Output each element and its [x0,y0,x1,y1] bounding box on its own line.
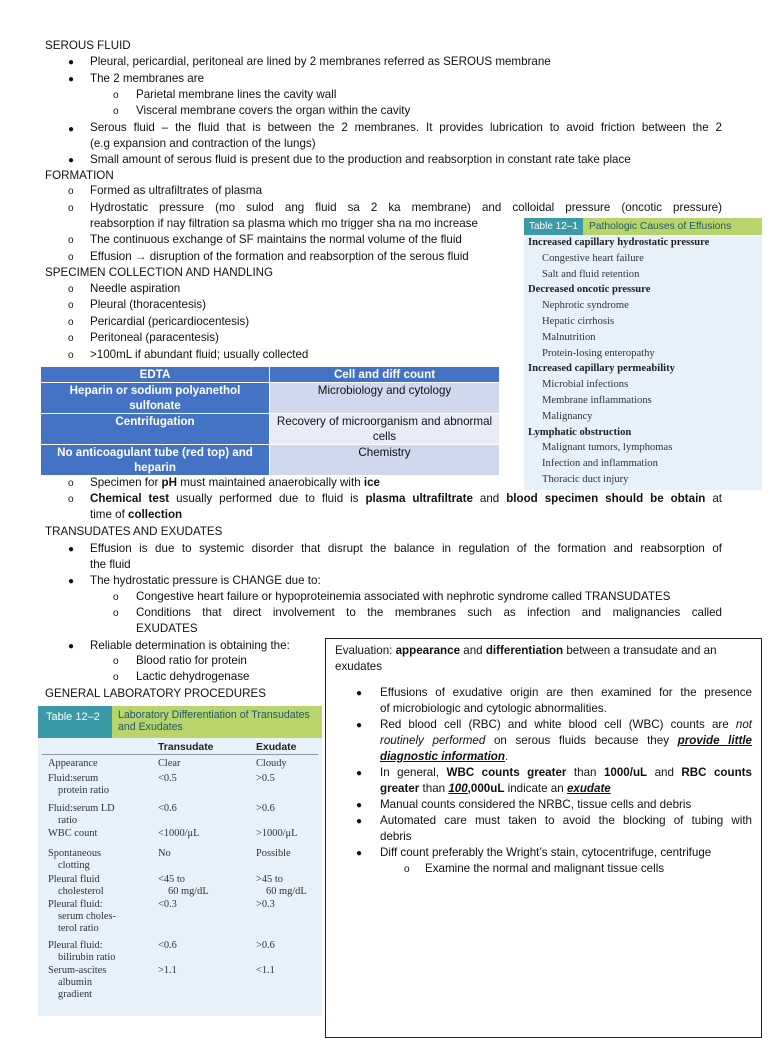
row-label: Fluid:serum [48,773,99,784]
transudate-value: <45 to [158,874,185,885]
table-title: Laboratory Differentiation of Transudates and Exudates [118,709,310,733]
cause-item: Membrane inflammations [542,394,652,406]
circle-bullet-icon: o [68,252,74,263]
evaluation-box [325,638,762,1038]
evaluation-item-5-line2: debris [380,830,412,843]
specimen-item-1: Needle aspiration [90,282,181,295]
circle-bullet-icon: o [68,284,74,295]
circle-bullet-icon: o [68,333,74,344]
evaluation-item-2-line2: routinely performed on serous fluids because they provide little [380,734,753,747]
circle-bullet-icon: o [113,656,119,667]
anticoagulant-table [40,366,500,476]
trans-sub-4: Lactic dehydrogenase [136,670,250,683]
section-heading-specimen: SPECIMEN COLLECTION AND HANDLING [45,266,274,279]
bullet-icon: ● [68,576,75,587]
circle-bullet-icon: o [68,478,74,489]
cause-item: Thoracic duct injury [542,473,629,485]
formation-item-3: The continuous exchange of SF maintains the normal volume of the fluid [90,233,462,246]
evaluation-item-6: Diff count preferably the Wright’s stain, cytocentrifuge, centrifuge [380,846,712,859]
serous-sub-1: Parietal membrane lines the cavity wall [136,88,337,101]
row-label: Pleural fluid: [48,940,103,951]
table-header: Cell and diff count [270,367,500,383]
bullet-icon: ● [356,720,363,731]
table-12-2-figure [38,706,322,1016]
bullet-icon: ● [68,74,75,85]
section-heading-serous-fluid: SEROUS FLUID [45,39,131,52]
table-cell: Recovery of microorganism and abnormal cells [270,414,500,445]
column-header-transudate: Transudate [158,742,214,753]
trans-bullet-1-line1: Effusion is due to systemic disorder that disrupt the balance in regulation of the formation and reabsorption of [90,542,722,555]
evaluation-item-3-line2: greater than 100,000uL indicate an exudate [380,782,611,795]
cause-item: Microbial infections [542,379,629,391]
row-label: cholesterol [58,886,104,897]
cause-item: Salt and fluid retention [542,268,640,280]
cause-item: Malignancy [542,410,593,422]
transudate-value: <0.6 [158,940,177,951]
circle-bullet-icon: o [68,317,74,328]
circle-bullet-icon: o [68,350,74,361]
transudate-value: <0.6 [158,803,177,814]
row-label: protein ratio [58,785,110,796]
bullet-icon: ● [356,816,363,827]
bullet-icon: ● [68,57,75,68]
circle-bullet-icon: o [404,864,410,875]
circle-bullet-icon: o [68,186,74,197]
specimen-item-5: >100mL if abundant fluid; usually collected [90,348,309,361]
bullet-icon: ● [68,155,75,166]
row-label: serum choles- [58,911,116,922]
circle-bullet-icon: o [113,608,119,619]
formation-item-2-line2: reabsorption if nay filtration sa plasma which mo trigger sha na mo increase [90,217,478,230]
cause-category: Increased capillary hydrostatic pressure [528,237,710,248]
row-label: Spontaneous [48,848,102,859]
row-label: terol ratio [58,923,99,934]
table-cell: Heparin or sodium polyanethol sulfonate [41,383,270,414]
row-label: bilirubin ratio [58,952,116,963]
trans-bullet-1-line2: the fluid [90,558,131,571]
row-label: WBC count [48,828,98,839]
table-number: Table 12–1 [524,218,583,235]
table-cell: Chemistry [270,445,500,476]
circle-bullet-icon: o [113,592,119,603]
specimen-item-3: Pericardial (pericardiocentesis) [90,315,250,328]
table-12-1-header [524,218,762,235]
cause-item: Protein-losing enteropathy [542,347,655,359]
cause-item: Infection and inflammation [542,458,658,470]
circle-bullet-icon: o [68,203,74,214]
table-title: Pathologic Causes of Effusions [588,220,732,232]
cause-category: Lymphatic obstruction [528,426,632,438]
circle-bullet-icon: o [68,494,74,505]
row-label: Pleural fluid [48,874,100,885]
bullet-icon: ● [68,124,75,135]
bullet-icon: ● [356,768,363,779]
section-heading-general-lab: GENERAL LABORATORY PROCEDURES [45,687,266,700]
cause-item: Malnutrition [542,331,596,343]
bullet-icon: ● [68,641,75,652]
formation-item-4: Effusion → disruption of the formation and reabsorption of the serous fluid [90,250,469,263]
evaluation-item-5-line1: Automated care must taken to avoid the blocking of tubing with [380,814,752,827]
row-label: Appearance [48,758,98,769]
column-header-exudate: Exudate [256,742,297,753]
evaluation-item-1-line2: of microbiologic and cytologic abnormalities. [380,702,607,715]
trans-sub-2-line2: EXUDATES [136,622,198,635]
evaluation-item-1-line1: Effusions of exudative origin are then examined for the presence [380,686,752,699]
table-cell: Microbiology and cytology [270,383,500,414]
row-label: Pleural fluid: [48,899,103,910]
cause-category: Decreased oncotic pressure [528,284,651,296]
serous-bullet-1: Pleural, pericardial, peritoneal are lined by 2 membranes referred as SEROUS membrane [90,55,551,68]
row-label: albumin [58,977,93,988]
bullet-icon: ● [356,800,363,811]
cause-item: Congestive heart failure [542,252,644,264]
evaluation-intro-line2: exudates [335,660,383,673]
row-label: gradient [58,989,93,1000]
circle-bullet-icon: o [113,90,119,101]
bullet-icon: ● [356,688,363,699]
exudate-value: Possible [256,848,291,859]
serous-bullet-2: The 2 membranes are [90,72,205,85]
specimen-ph-note: Specimen for pH must maintained anaerobically with ice [90,476,381,489]
trans-bullet-3: Reliable determination is obtaining the: [90,639,290,652]
exudate-value: >1000/μL [256,828,298,839]
circle-bullet-icon: o [68,235,74,246]
cause-item: Malignant tumors, lymphomas [542,442,673,454]
serous-bullet-4: Small amount of serous fluid is present due to the production and reabsorption in constant rate take place [90,153,631,166]
serous-bullet-3-line2: (e.g expansion and contraction of the lungs) [90,137,316,150]
transudate-value: No [158,848,171,859]
transudate-value: <1000/μL [158,828,200,839]
table-12-2-header [38,706,322,738]
exudate-value: Cloudy [256,758,287,769]
cause-item: Nephrotic syndrome [542,300,629,312]
row-label: Fluid:serum LD [48,803,115,814]
exudate-value: >0.6 [256,940,275,951]
formation-item-2-line1: Hydrostatic pressure (mo sulod ang fluid sa 2 ka membrane) and colloidal pressure (oncotic pressure) [90,201,722,214]
specimen-chem-note-line2: time of collection [90,508,183,521]
evaluation-item-2-line3: diagnostic information. [380,750,509,763]
transudate-value: 60 mg/dL [168,886,209,897]
exudate-value: 60 mg/dL [266,886,307,897]
bullet-icon: ● [68,544,75,555]
trans-bullet-2: The hydrostatic pressure is CHANGE due to: [90,574,321,587]
circle-bullet-icon: o [113,106,119,117]
serous-sub-2: Visceral membrane covers the organ within the cavity [136,104,411,117]
row-label: clotting [58,860,90,871]
exudate-value: >0.5 [256,773,275,784]
specimen-item-2: Pleural (thoracentesis) [90,298,206,311]
transudate-value: >1.1 [158,965,177,976]
evaluation-sub-1: Examine the normal and malignant tissue cells [425,862,665,875]
exudate-value: <1.1 [256,965,275,976]
transudate-value: <0.3 [158,899,177,910]
exudate-value: >0.6 [256,803,275,814]
evaluation-intro-line1: Evaluation: appearance and differentiation between a transudate and an [335,644,717,657]
section-heading-transudates: TRANSUDATES AND EXUDATES [45,525,223,538]
exudate-value: >45 to [256,874,283,885]
formation-item-1: Formed as ultrafiltrates of plasma [90,184,263,197]
trans-sub-1: Congestive heart failure or hypoproteinemia associated with nephrotic syndrome called TRANSUDATES [136,590,671,603]
evaluation-item-3-line1: In general, WBC counts greater than 1000/uL and RBC counts [380,766,752,779]
table-number: Table 12–2 [38,706,112,738]
serous-bullet-3-line1: Serous fluid – the fluid that is between the 2 membranes. It provides lubrication to avoid friction between the 2 [90,121,722,134]
transudate-value: Clear [158,758,181,769]
table-header: EDTA [41,367,270,383]
table-12-1-figure [524,218,762,490]
transudate-value: <0.5 [158,773,177,784]
specimen-item-4: Peritoneal (paracentesis) [90,331,219,344]
table-cell: Centrifugation [41,414,270,445]
evaluation-item-4: Manual counts considered the NRBC, tissue cells and debris [380,798,692,811]
trans-sub-3: Blood ratio for protein [136,654,247,667]
circle-bullet-icon: o [113,672,119,683]
cause-item: Hepatic cirrhosis [542,315,615,327]
trans-sub-2-line1: Conditions that direct involvement to the membranes such as infection and malignancies called [136,606,722,619]
cause-category: Increased capillary permeability [528,363,675,375]
table-divider [42,754,318,755]
specimen-chem-note-line1: Chemical test usually performed due to fluid is plasma ultrafiltrate and blood specimen should be obtain at [90,492,723,505]
evaluation-item-2-line1: Red blood cell (RBC) and white blood cell (WBC) counts are not [380,718,752,731]
exudate-value: >0.3 [256,899,275,910]
bullet-icon: ● [356,848,363,859]
row-label: Serum-ascites [48,965,107,976]
table-cell: No anticoagulant tube (red top) and heparin [41,445,270,476]
row-label: ratio [58,815,78,826]
circle-bullet-icon: o [68,300,74,311]
section-heading-formation: FORMATION [45,169,114,182]
